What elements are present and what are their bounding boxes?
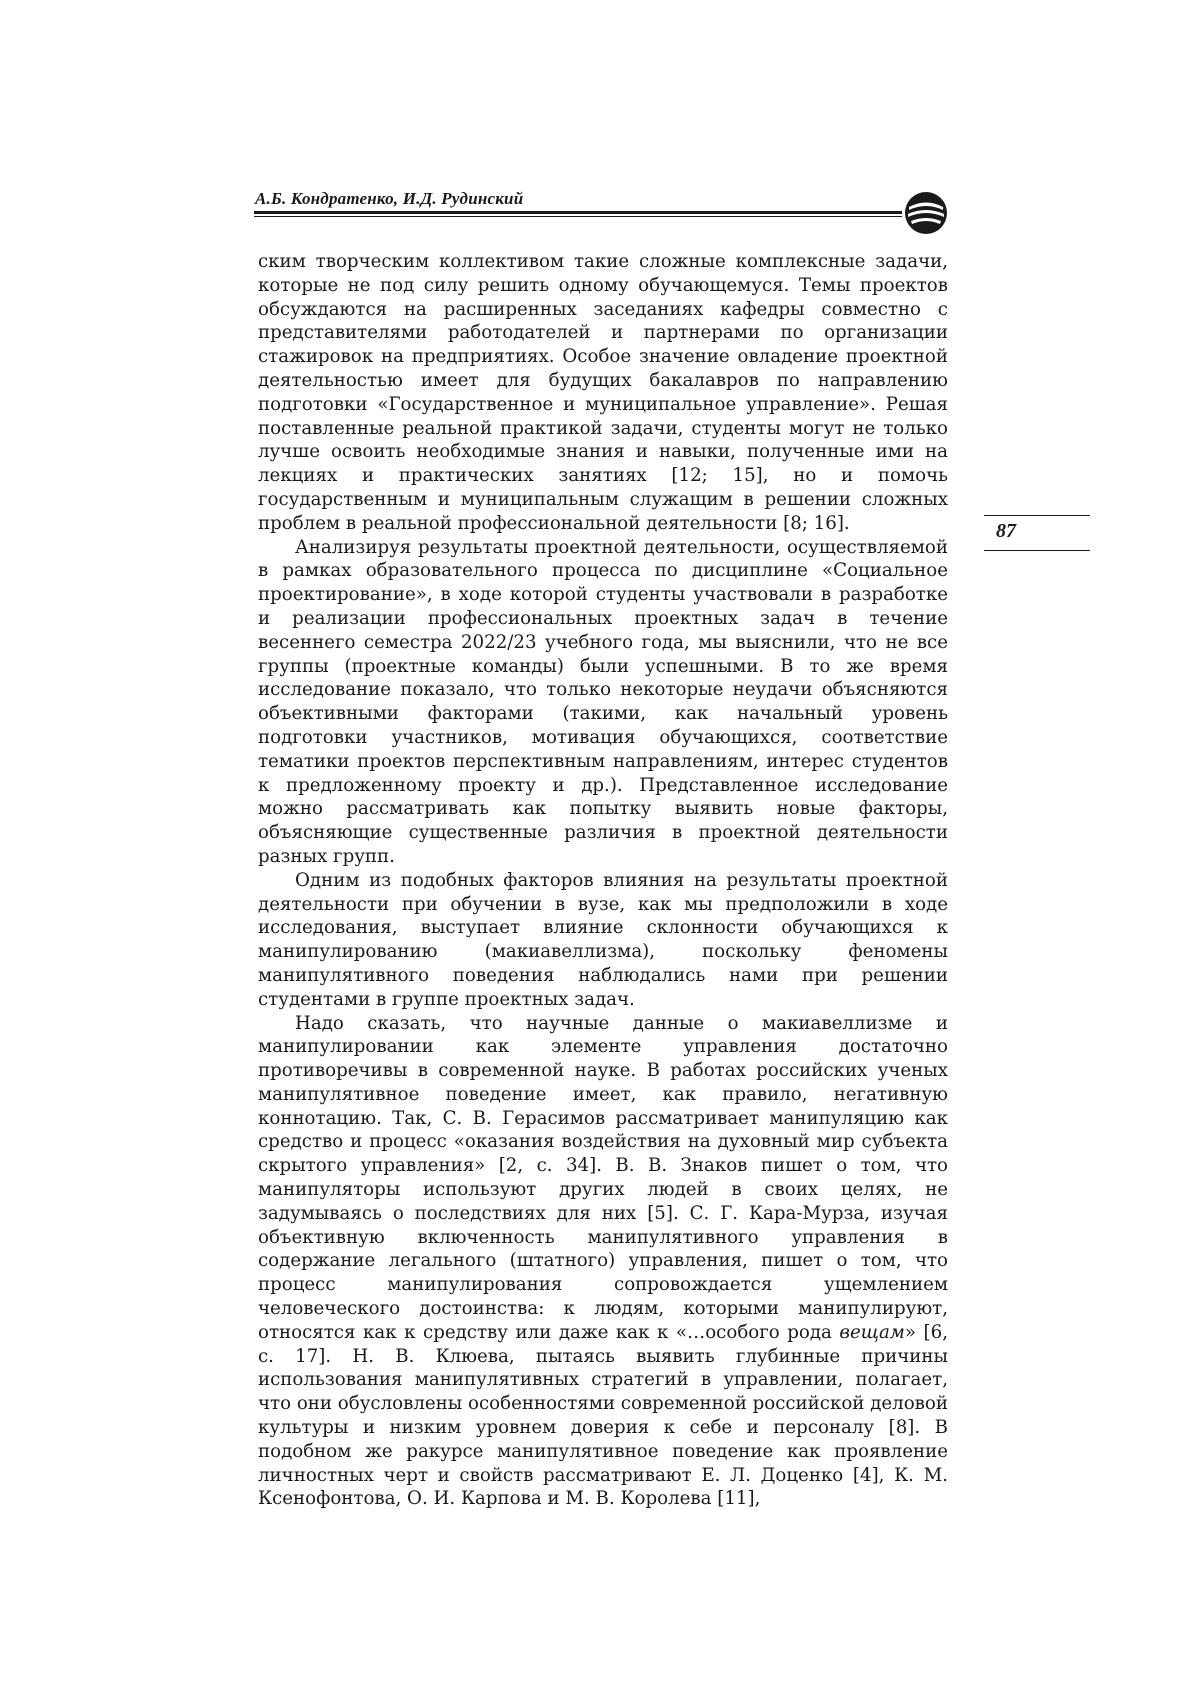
paragraph-3: Одним из подобных факторов влияния на результаты проектной деятельности при обучении в вузе, как мы предположили в ходе исследования, выступает влияние склонности обучающихся к манипулированию (макиавеллизма), поскольку феномены манипулятивного поведения наблюдались нами при решении студентами в группе проектных задач. (258, 869, 948, 1010)
paragraph-4-text-start: Надо сказать, что научные данные о макиавеллизме и манипулировании как элементе управления достаточно противоречивы в современной науке. В работах российских ученых манипулятивное поведение имеет, как правило, негативную коннотацию. Так, С. В. Герасимов рассматривает манипуляцию как средство и процесс «оказания воздействия на духовный мир субъекта скрытого управления» [2, с. 34]. В. В. Знаков пишет о том, что манипуляторы используют других людей в своих целях, не задумываясь о последствиях для них [5]. С. Г. Кара-Мурза, изучая объективную включенность манипулятивного управления в содержание легального (штатного) управления, пишет о том, что процесс манипулирования сопровождается ущемлением человеческого достоинства: к людям, которыми манипулируют, относятся как к средству или даже как к «…особого рода (258, 1012, 948, 1343)
journal-logo-icon (903, 190, 949, 236)
page-number: 87 (996, 520, 1016, 542)
paragraph-4-text-end: » [6, с. 17]. Н. В. Клюева, пытаясь выявить глубинные причины использования манипулятивных стратегий в управлении, полагает, что они обусловлены особенностями современной российской деловой культуры и низким уровнем доверия к себе и персоналу [8]. В подобном же ракурсе манипулятивное поведение как проявление личностных черт и свойств рассматривают Е. Л. Доценко [4], К. М. Ксенофонтова, О. И. Карпова и М. В. Королева [11], (258, 1321, 948, 1510)
paragraph-1: ским творческим коллективом такие сложные комплексные задачи, которые не под силу решить одному обучающемуся. Темы проектов обсуждаются на расширенных заседаниях кафедры совместно с представителями работодателей и партнерами по организации стажировок на предприятиях. Особое значение овладение проектной деятельностью имеет для будущих бакалавров по направлению подготовки «Государственное и муниципальное управление». Решая поставленные реальной практикой задачи, студенты могут не только лучше освоить необходимые знания и навыки, полученные ими на лекциях и практических занятиях [12; 15], но и помочь государственным и муниципальным служащим в решении сложных проблем в реальной профессиональной деятельности [8; 16]. (258, 251, 948, 534)
running-header-authors: А.Б. Кондратенко, И.Д. Рудинский (255, 189, 524, 208)
paragraph-2: Анализируя результаты проектной деятельности, осуществляемой в рамках образовательного процесса по дисциплине «Социальное проектирование», в ходе которой студенты участвовали в разработке и реализации профессиональных проектных задач в течение весеннего семестра 2022/23 учебного года, мы выяснили, что не все группы (проектные команды) были успешными. В то же время исследование показало, что только некоторые неудачи объясняются объективными факторами (такими, как начальный уровень подготовки участников, мотивация обучающихся, соответствие тематики проектов перспективным направлениям, интерес студентов к предложенному проекту и др.). Представленное исследование можно рассматривать как попытку выявить новые факторы, объясняющие существенные различия в проектной деятельности разных групп. (258, 536, 948, 867)
header-rule (254, 211, 902, 214)
paragraph-4-italic-quote: вещам (839, 1321, 905, 1343)
paragraph-4 (258, 1012, 948, 1512)
page-number-box (984, 515, 1090, 551)
article-body (258, 250, 948, 1511)
header-rule-thin (254, 216, 902, 217)
